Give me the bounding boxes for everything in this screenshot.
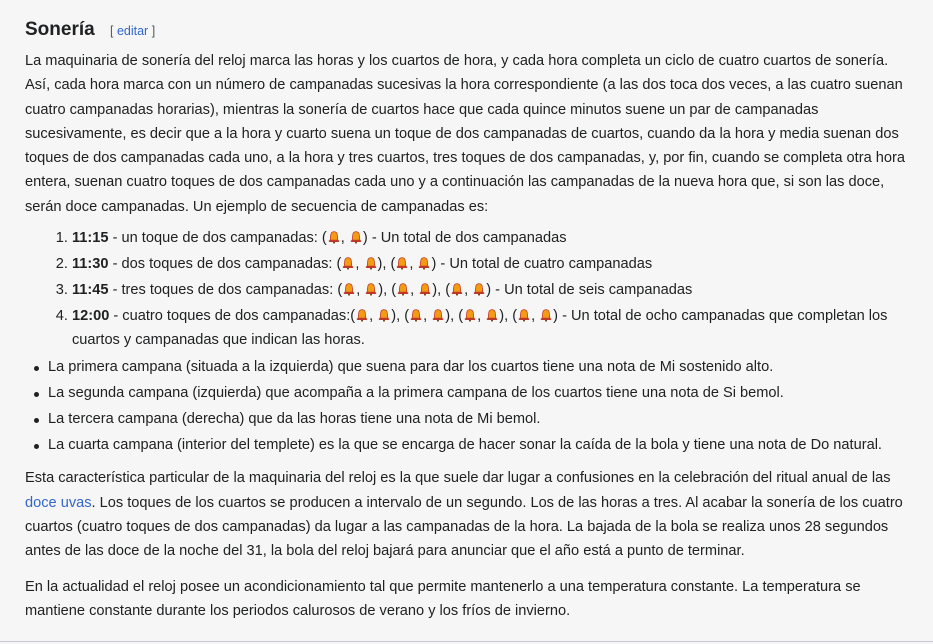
sequence-desc: - dos toques de dos campanadas:	[108, 255, 337, 272]
bell-item: La primera campana (situada a la izquierda) que suena para dar los cuartos tiene una nota de Mi sostenido alto.	[48, 355, 910, 379]
bell-item: La tercera campana (derecha) que da las horas tiene una nota de Mi bemol.	[48, 407, 910, 431]
bell-icon	[364, 282, 378, 296]
bell-icon	[349, 230, 363, 244]
chime-sequence-list	[25, 226, 910, 352]
bell-icon	[539, 308, 553, 322]
bell-pairs: ( , ), ( , ), ( , ), ( , )	[350, 307, 559, 324]
bottom-divider	[0, 641, 933, 642]
bell-pairs: ( , )	[321, 230, 368, 247]
bells-list	[25, 355, 910, 457]
bell-item: La segunda campana (izquierda) que acompaña a la primera campana de los cuartos tiene una nota de Si bemol.	[48, 381, 910, 405]
sequence-time: 11:30	[72, 255, 109, 272]
sequence-desc: - tres toques de dos campanadas:	[108, 281, 338, 298]
uvas-paragraph: Esta característica particular de la maquinaria del reloj es la que suele dar lugar a confusiones en la celebración del ritual anual de las doce uvas. Los toques de los cuartos se producen a intervalo de un segundo. Los de las horas a tres. Al acabar la sonería de los cuatro cuartos (cuatro toques de dos campanadas) da lugar a las campanadas de la hora. La bajada de la bola se realiza unos 28 segundos antes de las doce de la noche del 31, la bola del reloj bajará para anunciar que el año está a punto de terminar.	[25, 470, 903, 560]
temperature-paragraph: En la actualidad el reloj posee un acondicionamiento tal que permite mantenerlo a una temperatura constante. La temperatura se mantiene constante durante los periodos calurosos de verano y los fríos de invierno.	[25, 578, 861, 619]
sequence-total: - Un total de ocho campanadas que completan los cuartos y campanadas que indican las horas.	[72, 307, 888, 349]
bell-icon	[431, 308, 445, 322]
section-title: Sonería	[25, 19, 95, 40]
bell-icon	[396, 282, 410, 296]
bell-icon	[377, 308, 391, 322]
sequence-desc: - un toque de dos campanadas:	[108, 230, 322, 247]
bell-icon	[355, 308, 369, 322]
sequence-time: 12:00	[72, 307, 110, 324]
sequence-item	[72, 278, 910, 302]
bell-icon	[517, 308, 531, 322]
bell-icon	[342, 282, 356, 296]
sequence-total: - Un total de seis campanadas	[491, 281, 693, 298]
bell-icon	[327, 230, 341, 244]
edit-link[interactable]: editar	[116, 24, 149, 38]
bell-icon	[463, 308, 477, 322]
bell-item: La cuarta campana (interior del templete) es la que se encarga de hacer sonar la caída de la bola y tiene una nota de Do natural.	[48, 433, 910, 457]
bell-icon	[472, 282, 486, 296]
sequence-item	[72, 252, 910, 276]
article-content	[25, 16, 910, 623]
bell-icon	[418, 282, 432, 296]
edit-section: [ editar ]	[109, 24, 156, 38]
bell-pairs: ( , ), ( , )	[336, 255, 437, 272]
intro-paragraph: La maquinaria de sonería del reloj marca las horas y los cuartos de hora, y cada hora completa un ciclo de cuatro cuartos de sonería. Así, cada hora marca con un número de campanadas sucesivas la hora correspondiente (a las dos toca dos veces, a las cuatro suenan cuatro campanadas horarias), mientras la sonería de cuartos hace que cada quince minutos suene un par de campanadas sucesivamente, es decir que a la hora y cuarto suena un toque de dos campanadas de cuartos, cuando da la hora y media suenan dos toques de dos campanadas cada uno, a la hora y tres cuartos, tres toques de dos campanadas, y, por fin, cuando se completa otra hora entera, suenan cuatro toques de dos campanadas cada uno y a continuación las campanadas de la nueva hora que, si son las doce, serán doce campanadas. Un ejemplo de secuencia de campanadas es:	[25, 53, 905, 215]
bell-icon	[364, 256, 378, 270]
sequence-time: 11:45	[72, 281, 109, 298]
sequence-total: - Un total de dos campanadas	[367, 230, 567, 247]
sequence-desc: - cuatro toques de dos campanadas:	[109, 307, 351, 324]
sequence-time: 11:15	[72, 230, 109, 247]
bell-icon	[409, 308, 423, 322]
bell-icon	[485, 308, 499, 322]
doce-uvas-link[interactable]: doce uvas	[25, 494, 92, 511]
bell-icon	[341, 256, 355, 270]
bell-icon	[417, 256, 431, 270]
bell-pairs: ( , ), ( , ), ( , )	[337, 281, 492, 298]
bell-icon	[450, 282, 464, 296]
section-heading	[25, 16, 910, 45]
sequence-item	[72, 226, 910, 250]
sequence-item	[72, 304, 910, 353]
sequence-total: - Un total de cuatro campanadas	[436, 255, 653, 272]
bell-icon	[395, 256, 409, 270]
